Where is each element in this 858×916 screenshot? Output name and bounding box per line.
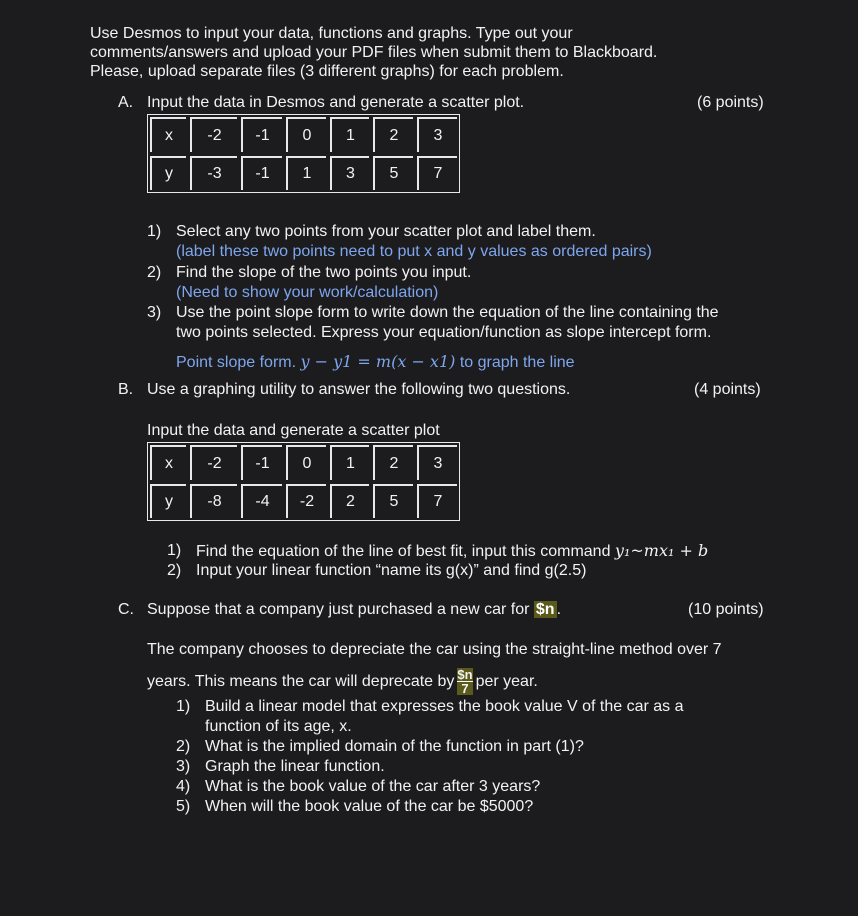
part-c-title [147,600,561,619]
part-c-q4-num: 4) [176,778,191,795]
part-c-q1-line-1: Build a linear model that expresses the book value V of the car as a [205,698,684,715]
psf-prefix: Point slope form. [176,354,301,371]
table-cell: -1 [241,445,282,480]
part-a-q1: Select any two points from your scatter plot and label them. [176,223,596,240]
part-c-points: (10 points) [688,601,764,618]
table-cell: -1 [241,117,282,152]
table-cell: -2 [190,445,237,480]
part-c-para-line-1: The company chooses to depreciate the car using the straight-line method over 7 [147,641,722,658]
part-c-q2: What is the implied domain of the function in part (1)? [205,738,584,755]
part-a-q3-num: 3) [147,304,162,321]
part-c-para-line-2 [147,663,538,701]
table-cell: 2 [330,484,369,518]
table-cell: 3 [417,117,457,152]
table-cell: 0 [286,445,326,480]
table-cell: 1 [330,117,369,152]
part-c-q3-num: 3) [176,758,191,775]
part-c-q2-num: 2) [176,738,191,755]
part-c-q5-num: 5) [176,798,191,815]
part-a-label: A. [118,94,134,111]
table-header-x: x [150,117,186,152]
part-a-q2-num: 2) [147,264,162,281]
psf-suffix: to graph the line [455,354,575,371]
table-cell: -4 [241,484,282,518]
part-b-q1 [196,541,708,561]
intro-line-3: Please, upload separate files (3 different graphs) for each problem. [90,63,564,80]
psf-equation: y − y1 = m(x − x1) [300,352,456,371]
part-a-q2-note: (Need to show your work/calculation) [176,284,439,301]
table-cell: 2 [373,445,413,480]
part-b-q2: Input your linear function “name its g(x)” and find g(2.5) [196,562,587,579]
part-c-title-text: Suppose that a company just purchased a new car for [147,601,534,618]
table-header-y: y [150,156,186,190]
part-c-label: C. [118,601,134,618]
part-a-q1-num: 1) [147,223,162,240]
table-cell: -2 [190,117,237,152]
part-c-title-end: . [556,601,562,618]
best-fit-command: y₁~mx₁ + b [614,541,709,560]
part-b-title: Use a graphing utility to answer the following two questions. [147,381,571,398]
part-b-points: (4 points) [694,381,761,398]
part-c-q3: Graph the linear function. [205,758,385,775]
table-header-y: y [150,484,186,518]
table-cell: 1 [286,156,326,190]
part-c-q1-num: 1) [176,698,191,715]
part-b-q2-num: 2) [167,562,182,579]
car-price-highlight: $n [535,601,555,618]
table-cell: 0 [286,117,326,152]
intro-line-1: Use Desmos to input your data, functions and graphs. Type out your [90,25,573,42]
part-c-q4: What is the book value of the car after 3 years? [205,778,541,795]
table-cell: 7 [417,156,457,190]
table-cell: 5 [373,156,413,190]
table-cell: 3 [330,156,369,190]
part-a-q2: Find the slope of the two points you input. [176,264,472,281]
fraction-denominator: 7 [457,681,472,695]
table-cell: 2 [373,117,413,152]
table-cell: 3 [417,445,457,480]
part-c-q1-line-2: function of its age, x. [205,718,352,735]
part-a-points: (6 points) [697,94,764,111]
point-slope-form [176,352,575,372]
part-a-q1-note: (label these two points need to put x and y values as ordered pairs) [176,243,652,260]
intro-line-2: comments/answers and upload your PDF files when submit them to Blackboard. [90,44,658,61]
part-c-para-text: years. This means the car will deprecate by [147,673,455,690]
part-b-table [147,442,460,521]
table-cell: -1 [241,156,282,190]
part-a-q3-line-1: Use the point slope form to write down the equation of the line containing the [176,304,719,321]
part-a-title: Input the data in Desmos and generate a scatter plot. [147,94,525,111]
table-cell: -3 [190,156,237,190]
table-cell: -8 [190,484,237,518]
part-b-subtitle: Input the data and generate a scatter plot [147,422,440,439]
part-c-para-end: per year. [475,673,538,690]
fraction-numerator: $n [457,667,473,683]
table-cell: -2 [286,484,326,518]
depreciation-fraction [457,668,472,695]
part-a-q3-line-2: two points selected. Express your equation/function as slope intercept form. [176,324,712,341]
part-a-table [147,114,460,193]
part-b-q1-text: Find the equation of the line of best fit, input this command [196,543,615,560]
table-cell: 1 [330,445,369,480]
table-cell: 7 [417,484,457,518]
table-cell: 5 [373,484,413,518]
part-b-q1-num: 1) [167,542,182,559]
table-header-x: x [150,445,186,480]
part-b-label: B. [118,381,134,398]
part-c-q5: When will the book value of the car be $5000? [205,798,534,815]
